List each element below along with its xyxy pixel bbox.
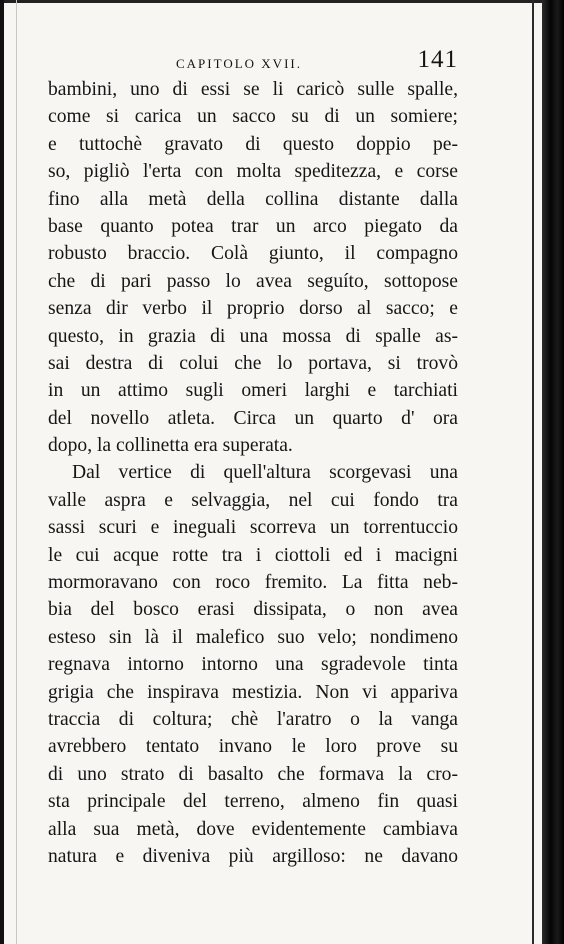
scan-edge-left [0,0,4,944]
body-text [48,76,458,870]
text-line: sai destra di colui che lo portava, si trovò [48,352,458,374]
running-head: CAPITOLO XVII. [176,56,302,71]
text-line: sta principale del terreno, almeno fin quasi [48,791,458,813]
text-line: robusto braccio. Colà giunto, il compagno [48,243,458,265]
text-line: avrebbero tentato invano le loro prove su [48,736,458,758]
text-line: le cui acque rotte tra i ciottoli ed i macigni [48,544,458,566]
text-line: come si carica un sacco su di un somiere; [48,106,458,128]
paragraph-start-line: Dal vertice di quell'altura scorgevasi una [72,462,458,484]
text-line: natura e diveniva più argilloso: ne davano [48,845,458,867]
page-fold-line [16,0,17,944]
text-line: alla sua metà, dove evidentemente cambiava [48,818,458,840]
text-line: di uno strato di basalto che formava la cro- [48,763,458,785]
text-line: questo, in grazia di una mossa di spalle as- [48,325,458,347]
text-line: base quanto potea trar un arco piegato da [48,215,458,237]
text-line: esteso sin là il malefico suo velo; nondimeno [48,626,458,648]
text-line: senza dir verbo il proprio dorso al sacco; e [48,298,458,320]
scan-edge-line [532,0,534,944]
text-line: grigia che inspirava mestizia. Non vi appariva [48,681,458,703]
text-line: bambini, uno di essi se li caricò sulle spalle, [48,79,458,100]
scan-edge-right [542,0,564,944]
text-line: sassi scuri e ineguali scorreva un torrentuccio [48,517,458,539]
text-line: fino alla metà della collina distante dalla [48,188,458,210]
text-line: che di pari passo lo avea seguíto, sottopose [48,270,458,292]
paragraph-end-line: dopo, la collinetta era superata. [48,435,293,457]
text-line: so, pigliò l'erta con molta speditezza, e corse [48,161,458,183]
text-line: valle aspra e selvaggia, nel cui fondo tra [48,489,458,511]
text-line: e tuttochè gravato di questo doppio pe- [48,133,458,155]
text-line: traccia di coltura; chè l'aratro o la vanga [48,708,458,730]
text-line: bia del bosco erasi dissipata, o non avea [48,599,458,621]
text-line: del novello atleta. Circa un quarto d' ora [48,407,458,429]
text-line: in un attimo sugli omeri larghi e tarchiati [48,380,458,402]
scan-edge-top [0,0,564,3]
page-number: 141 [417,46,458,73]
text-line: regnava intorno intorno una sgradevole tinta [48,654,458,676]
text-line: mormoravano con roco fremito. La fitta neb- [48,572,458,594]
